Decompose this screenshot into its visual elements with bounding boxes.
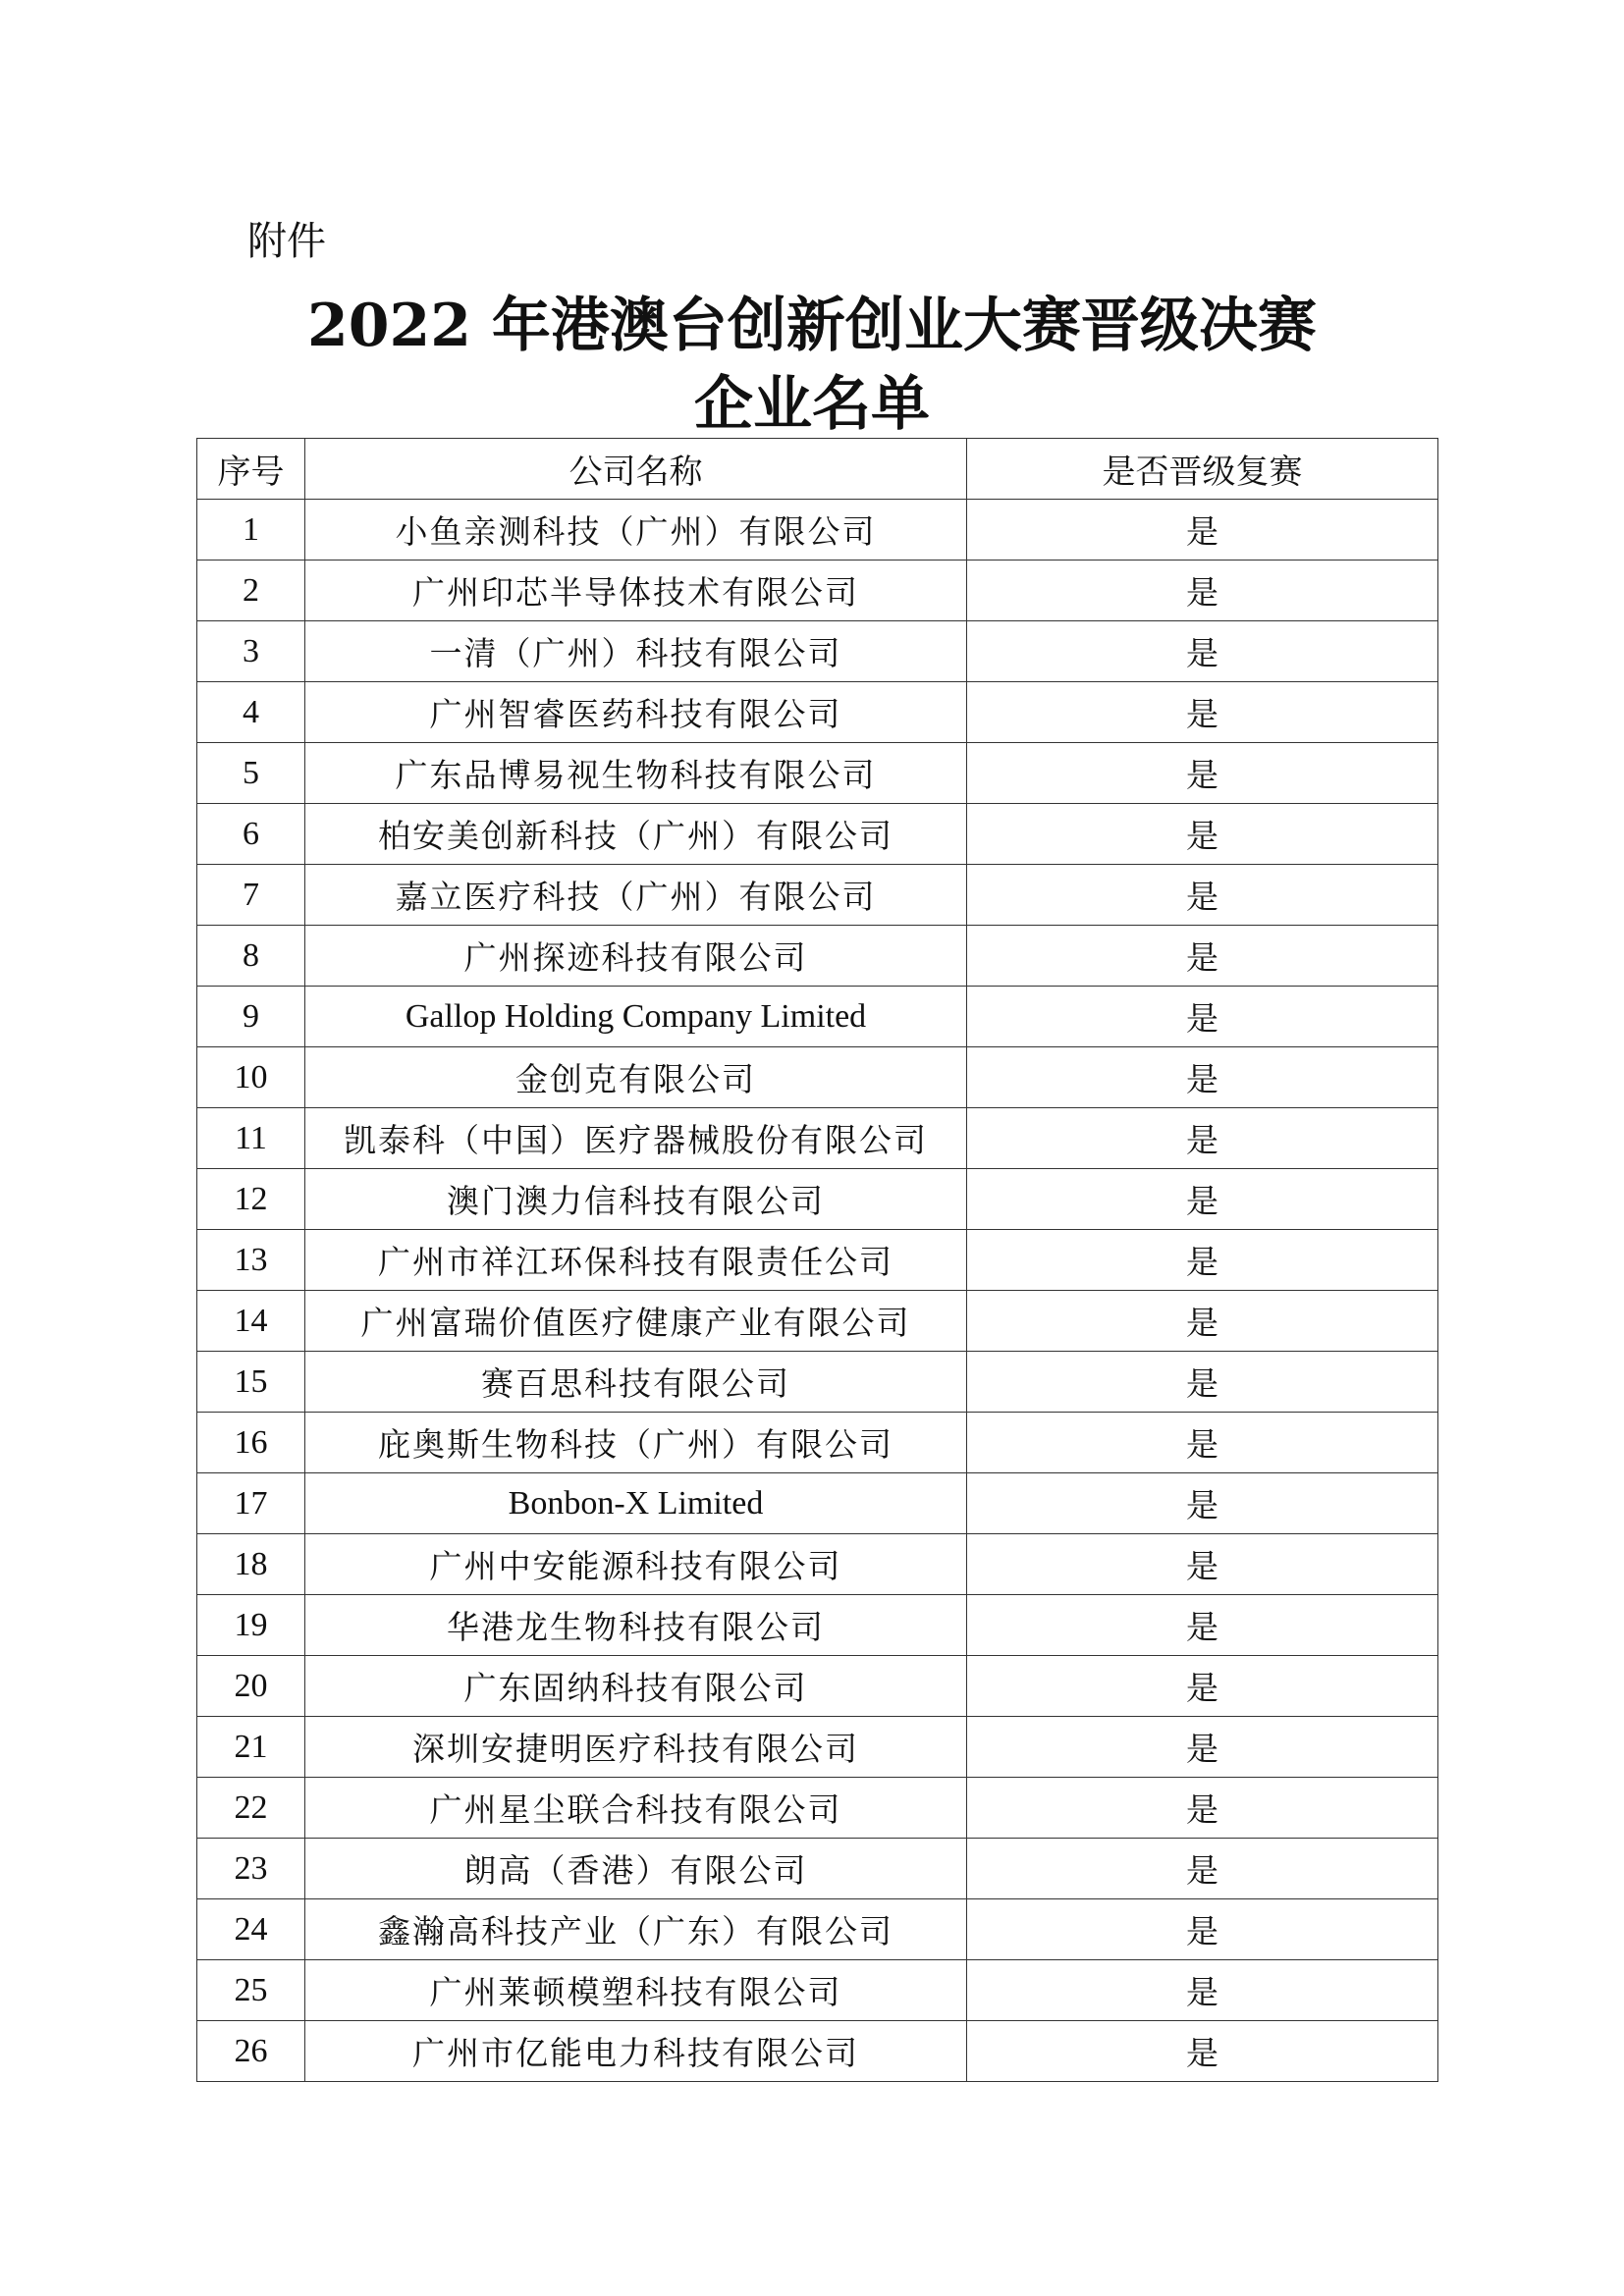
row-advanced-status: 是 [967, 1839, 1438, 1899]
row-serial-number: 24 [197, 1899, 305, 1960]
row-advanced-status: 是 [967, 1899, 1438, 1960]
row-advanced-status: 是 [967, 743, 1438, 804]
table-row [197, 682, 1438, 743]
row-serial-number: 3 [197, 621, 305, 682]
row-serial-number: 25 [197, 1960, 305, 2021]
row-advanced-status: 是 [967, 1352, 1438, 1413]
row-company-name: 广州莱顿模塑科技有限公司 [305, 1960, 967, 2021]
row-company-name: 广东固纳科技有限公司 [305, 1656, 967, 1717]
row-company-name: 鑫瀚高科技产业（广东）有限公司 [305, 1899, 967, 1960]
row-company-name: 广州富瑞价值医疗健康产业有限公司 [305, 1291, 967, 1352]
document-title-line-2: 企业名单 [694, 370, 930, 439]
row-company-name: 凯泰科（中国）医疗器械股份有限公司 [305, 1108, 967, 1169]
row-company-name: 朗高（香港）有限公司 [305, 1839, 967, 1899]
document-title-line-1: 2022 年港澳台创新创业大赛晋级决赛 [307, 292, 1317, 360]
table-row [197, 1473, 1438, 1534]
row-company-name: 广州星尘联合科技有限公司 [305, 1778, 967, 1839]
row-serial-number: 14 [197, 1291, 305, 1352]
row-advanced-status: 是 [967, 621, 1438, 682]
row-company-name: 柏安美创新科技（广州）有限公司 [305, 804, 967, 865]
row-company-name: 澳门澳力信科技有限公司 [305, 1169, 967, 1230]
row-company-name: 深圳安捷明医疗科技有限公司 [305, 1717, 967, 1778]
row-company-name: 庇奥斯生物科技（广州）有限公司 [305, 1413, 967, 1473]
row-serial-number: 2 [197, 561, 305, 621]
row-serial-number: 5 [197, 743, 305, 804]
row-advanced-status: 是 [967, 1108, 1438, 1169]
row-advanced-status: 是 [967, 1717, 1438, 1778]
table-row [197, 1047, 1438, 1108]
row-serial-number: 18 [197, 1534, 305, 1595]
row-advanced-status: 是 [967, 1595, 1438, 1656]
table-row [197, 1717, 1438, 1778]
row-serial-number: 6 [197, 804, 305, 865]
table-row [197, 1291, 1438, 1352]
row-serial-number: 22 [197, 1778, 305, 1839]
row-serial-number: 15 [197, 1352, 305, 1413]
row-serial-number: 7 [197, 865, 305, 926]
row-advanced-status: 是 [967, 926, 1438, 987]
row-serial-number: 9 [197, 987, 305, 1047]
table-row [197, 500, 1438, 561]
row-serial-number: 19 [197, 1595, 305, 1656]
table-row [197, 1778, 1438, 1839]
row-advanced-status: 是 [967, 1413, 1438, 1473]
table-row [197, 1352, 1438, 1413]
row-company-name: 华港龙生物科技有限公司 [305, 1595, 967, 1656]
row-advanced-status: 是 [967, 987, 1438, 1047]
row-advanced-status: 是 [967, 682, 1438, 743]
table-header-row [197, 439, 1438, 500]
row-advanced-status: 是 [967, 1047, 1438, 1108]
row-company-name: Bonbon-X Limited [305, 1473, 967, 1534]
table-row [197, 1656, 1438, 1717]
header-advanced-status: 是否晋级复赛 [967, 439, 1438, 500]
row-company-name: 广州印芯半导体技术有限公司 [305, 561, 967, 621]
row-serial-number: 16 [197, 1413, 305, 1473]
table-row [197, 1413, 1438, 1473]
table-row [197, 1230, 1438, 1291]
row-advanced-status: 是 [967, 1473, 1438, 1534]
row-advanced-status: 是 [967, 1534, 1438, 1595]
table-row [197, 1960, 1438, 2021]
row-advanced-status: 是 [967, 1960, 1438, 2021]
row-serial-number: 8 [197, 926, 305, 987]
table-row [197, 621, 1438, 682]
table-row [197, 561, 1438, 621]
table-row [197, 1169, 1438, 1230]
table-row [197, 1899, 1438, 1960]
row-company-name: 嘉立医疗科技（广州）有限公司 [305, 865, 967, 926]
row-serial-number: 17 [197, 1473, 305, 1534]
row-company-name: Gallop Holding Company Limited [305, 987, 967, 1047]
table-row [197, 1595, 1438, 1656]
row-advanced-status: 是 [967, 500, 1438, 561]
table-row [197, 926, 1438, 987]
row-company-name: 一清（广州）科技有限公司 [305, 621, 967, 682]
row-advanced-status: 是 [967, 1291, 1438, 1352]
table-row [197, 2021, 1438, 2082]
table-row [197, 1534, 1438, 1595]
row-company-name: 广东品博易视生物科技有限公司 [305, 743, 967, 804]
row-company-name: 广州市亿能电力科技有限公司 [305, 2021, 967, 2082]
row-company-name: 赛百思科技有限公司 [305, 1352, 967, 1413]
row-serial-number: 10 [197, 1047, 305, 1108]
row-advanced-status: 是 [967, 2021, 1438, 2082]
row-serial-number: 23 [197, 1839, 305, 1899]
attachment-label: 附件 [247, 219, 326, 264]
table-row [197, 1839, 1438, 1899]
row-advanced-status: 是 [967, 804, 1438, 865]
row-company-name: 广州市祥江环保科技有限责任公司 [305, 1230, 967, 1291]
row-serial-number: 20 [197, 1656, 305, 1717]
table-row [197, 987, 1438, 1047]
row-serial-number: 4 [197, 682, 305, 743]
finalist-table [196, 438, 1438, 2082]
row-serial-number: 26 [197, 2021, 305, 2082]
row-advanced-status: 是 [967, 1169, 1438, 1230]
header-serial-number: 序号 [197, 439, 305, 500]
table-row [197, 804, 1438, 865]
header-company-name: 公司名称 [305, 439, 967, 500]
row-advanced-status: 是 [967, 1656, 1438, 1717]
row-serial-number: 13 [197, 1230, 305, 1291]
row-company-name: 广州中安能源科技有限公司 [305, 1534, 967, 1595]
row-advanced-status: 是 [967, 1230, 1438, 1291]
row-advanced-status: 是 [967, 1778, 1438, 1839]
row-serial-number: 11 [197, 1108, 305, 1169]
row-serial-number: 12 [197, 1169, 305, 1230]
table-row [197, 1108, 1438, 1169]
table-row [197, 743, 1438, 804]
table-body [197, 500, 1438, 2082]
table-row [197, 865, 1438, 926]
row-company-name: 金创克有限公司 [305, 1047, 967, 1108]
row-serial-number: 1 [197, 500, 305, 561]
row-advanced-status: 是 [967, 561, 1438, 621]
row-company-name: 广州探迹科技有限公司 [305, 926, 967, 987]
row-company-name: 小鱼亲测科技（广州）有限公司 [305, 500, 967, 561]
row-company-name: 广州智睿医药科技有限公司 [305, 682, 967, 743]
row-advanced-status: 是 [967, 865, 1438, 926]
row-serial-number: 21 [197, 1717, 305, 1778]
